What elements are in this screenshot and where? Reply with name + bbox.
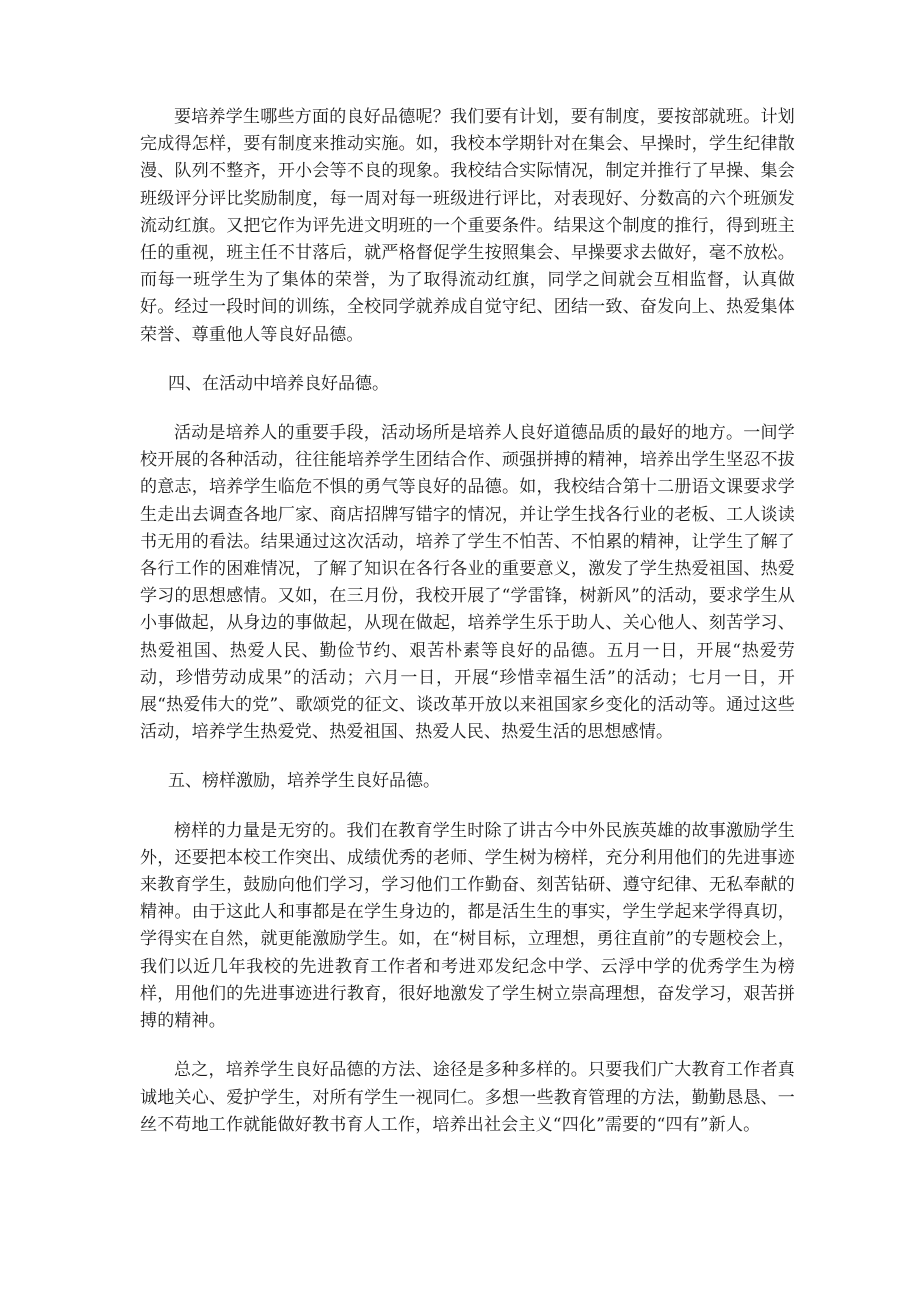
paragraph-role-models: 榜样的力量是无穷的。我们在教育学生时除了讲古今中外民族英雄的故事激励学生外，还要把本校工作突出、成绩优秀的老师、学生树为榜样，充分利用他们的先进事迹来教育学生，鼓励向他们学习，学习他们工作勤奋、刻苦钻研、遵守纪律、无私奉献的精神。由于这此人和事都是在学生身边的，都是活生生的事实，学生学起来学得真切，学得实在自然，就更能激励学生。如，在“树目标，立理想，勇往直前”的专题校会上，我们以近几年我校的先进教育工作者和考进邓发纪念中学、云浮中学的优秀学生为榜样，用他们的先进事迹进行教育，很好地激发了学生树立崇高理想，奋发学习，艰苦拼搏的精神。 xyxy=(140,820,795,1032)
paragraph-activities: 活动是培养人的重要手段，活动场所是培养人良好道德品质的最好的地方。一间学校开展的各种活动，往往能培养学生团结合作、顽强拼搏的精神，培养出学生坚忍不拔的意志，培养学生临危不惧的勇气等良好的品德。如，我校结合第十二册语文课要求学生走出去调查各地厂家、商店招牌写错字的情况，并让学生找各行业的老板、工人谈读书无用的看法。结果通过这次活动，培养了学生不怕苦、不怕累的精神，让学生了解了各行工作的困难情况，了解了知识在各行各业的重要意义，激发了学生热爱祖国、热爱学习的思想感情。又如，在三月份，我校开展了“学雷锋，树新风”的活动，要求学生从小事做起，从身边的事做起，从现在做起，培养学生乐于助人、关心他人、刻苦学习、热爱祖国、热爱人民、勤俭节约、艰苦朴素等良好的品德。五月一日，开展“热爱劳动，珍惜劳动成果”的活动；六月一日，开展“珍惜幸福生活”的活动；七月一日，开展“热爱伟大的党”、歌颂党的征文、谈改革开放以来祖国家乡变化的活动等。通过这些活动，培养学生热爱党、热爱祖国、热爱人民、热爱生活的思想感情。 xyxy=(140,423,795,743)
document-page xyxy=(140,104,795,1139)
section-heading-role-models: 五、榜样激励，培养学生良好品德。 xyxy=(168,771,440,792)
paragraph-moral-system: 要培养学生哪些方面的良好品德呢？我们要有计划，要有制度，要按部就班。计划完成得怎样，要有制度来推动实施。如，我校本学期针对在集会、早操时，学生纪律散漫、队列不整齐，开小会等不良的现象。我校结合实际情况，制定并推行了早操、集会班级评分评比奖励制度，每一周对每一班级进行评比，对表现好、分数高的六个班颁发流动红旗。又把它作为评先进文明班的一个重要条件。结果这个制度的推行，得到班主任的重视，班主任不甘落后，就严格督促学生按照集会、早操要求去做好，毫不放松。而每一班学生为了集体的荣誉，为了取得流动红旗，同学之间就会互相监督，认真做好。经过一段时间的训练，全校同学就养成自觉守纪、团结一致、奋发向上、热爱集体荣誉、尊重他人等良好品德。 xyxy=(140,107,795,345)
paragraph-conclusion: 总之，培养学生良好品德的方法、途径是多种多样的。只要我们广大教育工作者真诚地关心、爱护学生，对所有学生一视同仁。多想一些教育管理的方法，勤勤恳恳、一丝不苟地工作就能做好教书育人工作，培养出社会主义“四化”需要的“四有”新人。 xyxy=(140,1060,795,1135)
section-heading-activities: 四、在活动中培养良好品德。 xyxy=(168,373,389,394)
